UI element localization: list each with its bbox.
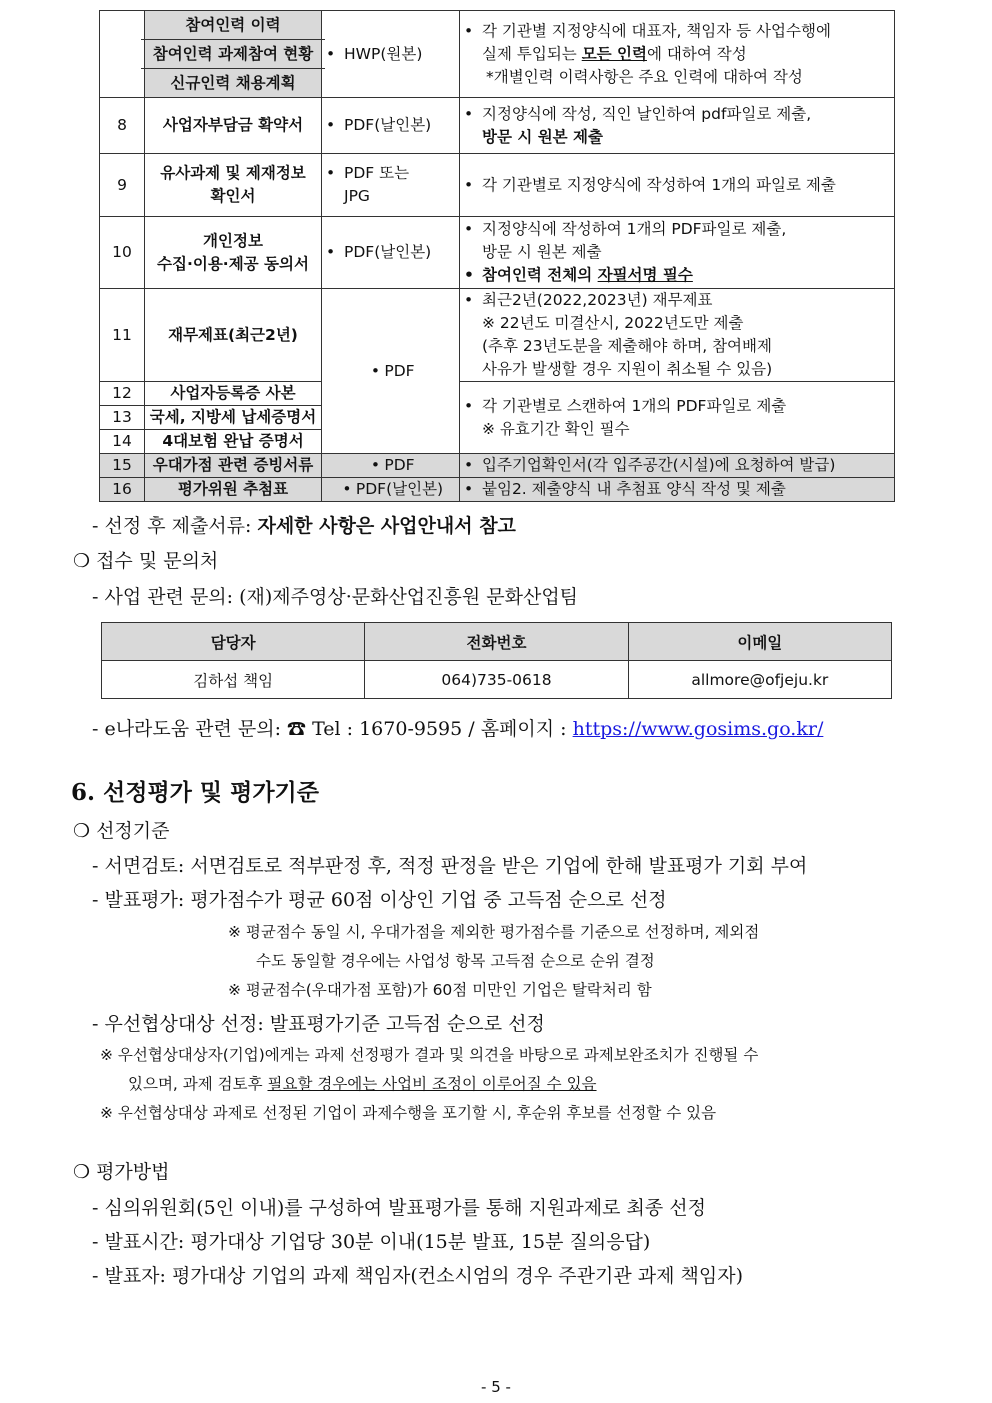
contact-table <box>101 622 892 699</box>
page-number: - 5 - <box>481 1378 511 1396</box>
column-header: 이메일 <box>628 623 891 661</box>
contact-person: 김하섭 책임 <box>102 661 365 699</box>
table-row <box>102 661 892 699</box>
table-row <box>102 623 892 661</box>
method-text: - 발표자: 평가대상 기업의 과제 책임자(컨소시엄의 경우 주관기관 과제 책임자) <box>92 1265 743 1287</box>
note-text: 있으며, 과제 검토후 필요할 경우에는 사업비 조정이 이루어질 수 있음 <box>128 1075 597 1093</box>
contact-email: allmore@ofjeju.kr <box>628 661 891 699</box>
column-header: 담당자 <box>102 623 365 661</box>
table-row: 9 유사과제 및 제재정보 확인서 • PDF 또는 JPG • 각 기관별로 지정양식에 작성하여 1개의 파일로 제출 <box>100 154 895 217</box>
business-inquiry: - 사업 관련 문의: (재)제주영상·문화산업진흥원 문화산업팀 <box>92 586 579 608</box>
post-selection-docs-note: - 선정 후 제출서류: 자세한 사항은 사업안내서 참고 <box>92 515 516 537</box>
method-heading: ❍ 평가방법 <box>73 1161 170 1183</box>
priority-text: - 우선협상대상 선정: 발표평가기준 고득점 순으로 선정 <box>92 1013 545 1035</box>
doc-name: 참여인력 이력 <box>185 16 281 34</box>
reception-heading: ❍ 접수 및 문의처 <box>73 550 219 572</box>
method-text: - 발표시간: 평가대상 기업당 30분 이내(15분 발표, 15분 질의응답) <box>92 1231 651 1253</box>
table-row: 12 사업자등록증 사본 • 각 기관별로 스캔하여 1개의 PDF파일로 제출 ※ 유효기간 확인 필수 <box>100 382 895 406</box>
method-text: - 심의위원회(5인 이내)를 구성하여 발표평가를 통해 지원과제로 최종 선정 <box>92 1197 706 1219</box>
doc-format: HWP(원본) <box>344 44 423 63</box>
contact-phone: 064)735-0618 <box>365 661 628 699</box>
doc-name: 참여인력 과제참여 현황 <box>141 39 325 68</box>
table-row: 13 국세, 지방세 납세증명서 <box>100 406 895 430</box>
doc-name: 신규인력 채용계획 <box>141 68 325 97</box>
table-row: 14 4대보험 완납 증명서 <box>100 430 895 454</box>
table-row: 참여인력 이력 참여인력 과제참여 현황 신규인력 채용계획 • HWP(원본) • 각 기관별 지정양식에 대표자, 책임자 등 사업수행에 실제 투입되는 모든 인력에 대하여 작성 *개별인력 이력사항은 주요 인력에 대하여 작성 <box>100 11 895 98</box>
presentation-text: - 발표평가: 평가점수가 평균 60점 이상인 기업 중 고득점 순으로 선정 <box>92 889 667 911</box>
note-text: ※ 우선협상대상 과제로 선정된 기업이 과제수행을 포기할 시, 후순위 후보를 선정할 수 있음 <box>100 1104 717 1122</box>
column-header: 전화번호 <box>365 623 628 661</box>
table-row: 15 우대가점 관련 증빙서류 • PDF • 입주기업확인서(각 입주공간(시설)에 요청하여 발급) <box>100 454 895 478</box>
note-text: 수도 동일할 경우에는 사업성 항목 고득점 순으로 순위 결정 <box>256 952 655 970</box>
table-row: 8 사업자부담금 확약서 • PDF(날인본) • 지정양식에 작성, 직인 날인하여 pdf파일로 제출, 방문 시 원본 제출 <box>100 98 895 154</box>
criteria-heading: ❍ 선정기준 <box>73 820 170 842</box>
doc-review-text: - 서면검토: 서면검토로 적부판정 후, 적정 판정을 받은 기업에 한해 발표평가 기회 부여 <box>92 855 808 877</box>
gosims-link[interactable]: https://www.gosims.go.kr/ <box>572 718 824 740</box>
table-row: 16 평가위원 추첨표 • PDF(날인본) • 붙임2. 제출양식 내 추첨표 양식 작성 및 제출 <box>100 478 895 502</box>
table-row: 11 재무제표(최근2년) • PDF • 최근2년(2022,2023년) 재무제표 ※ 22년도 미결산시, 2022년도만 제출 (추후 23년도분을 제출해야 하며, 참여배제 사유가 발생할 경우 지원이 취소될 수 있음) <box>100 289 895 382</box>
note-text: ※ 평균점수 동일 시, 우대가점을 제외한 평가점수를 기준으로 선정하며, 제외점 <box>228 923 760 941</box>
note-text: ※ 우선협상대상자(기업)에게는 과제 선정평가 결과 및 의견을 바탕으로 과제보완조치가 진행될 수 <box>100 1046 759 1064</box>
note-text: ※ 평균점수(우대가점 포함)가 60점 미만인 기업은 탈락처리 함 <box>228 981 652 999</box>
table-row: 10 개인정보 수집·이용·제공 동의서 • PDF(날인본) • 지정양식에 작성하여 1개의 PDF파일로 제출, 방문 시 원본 제출 • 참여인력 전체의 자필서명 필수 <box>100 217 895 289</box>
submission-documents-table <box>99 10 895 502</box>
enara-inquiry: - e나라도움 관련 문의: ☎ Tel : 1670-9595 / 홈페이지 : https://www.gosims.go.kr/ <box>92 718 824 740</box>
section-title: 6. 선정평가 및 평가기준 <box>71 779 319 806</box>
